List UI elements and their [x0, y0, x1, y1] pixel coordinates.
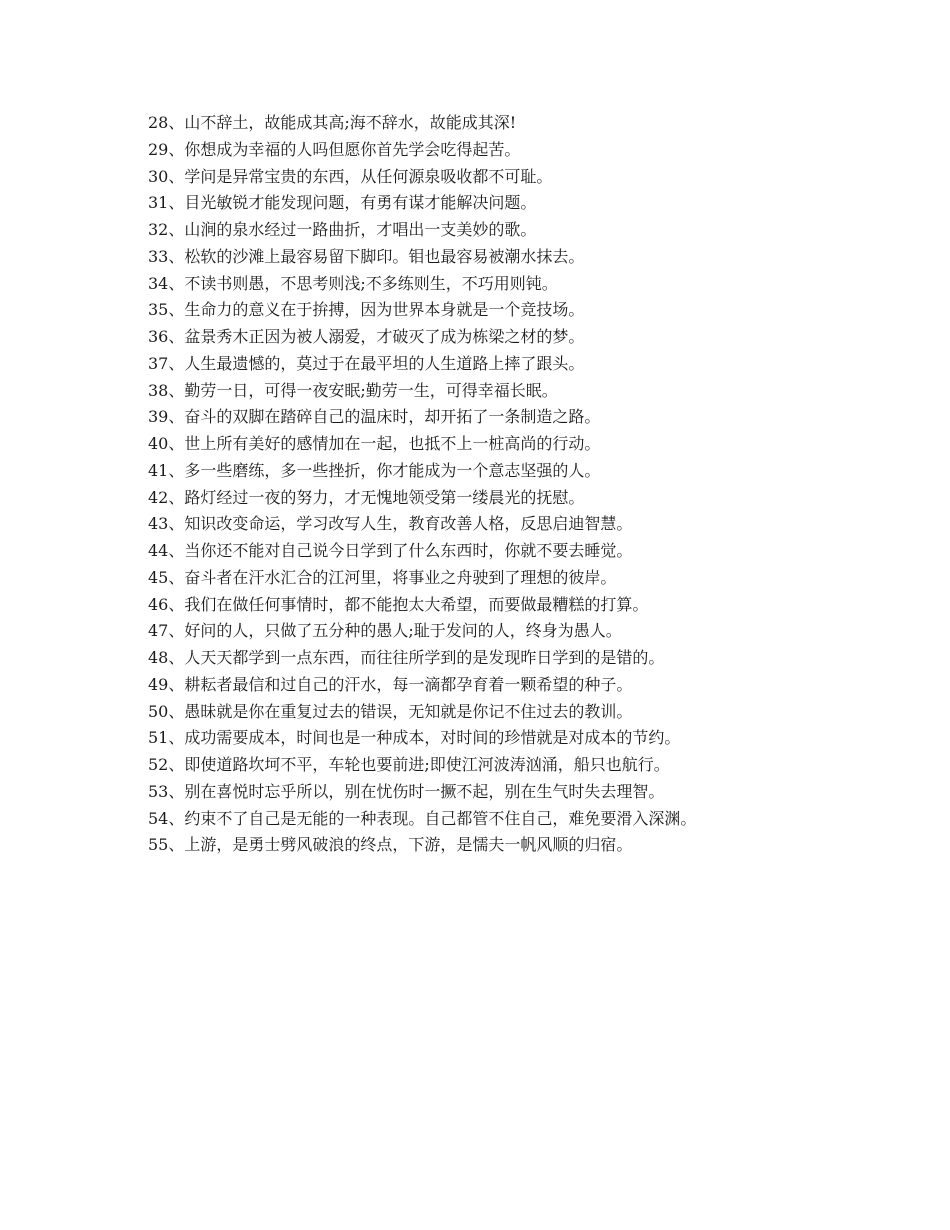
quote-line: 28、山不辞土，故能成其高;海不辞水，故能成其深! [148, 113, 517, 132]
quote-line: 54、约束不了自己是无能的一种表现。自己都管不住自己，难免要滑入深渊。 [148, 808, 697, 828]
quote-line: 33、松软的沙滩上最容易留下脚印。钼也最容易被潮水抹去。 [148, 246, 585, 266]
quote-line: 36、盆景秀木正因为被人溺爱，才破灭了成为栋梁之材的梦。 [148, 327, 585, 346]
quote-line: 30、学问是异常宝贵的东西，从任何源泉吸收都不可耻。 [148, 166, 553, 186]
quote-line: 42、路灯经过一夜的努力，才无愧地领受第一缕晨光的抚慰。 [148, 487, 585, 507]
quote-line: 47、好问的人，只做了五分种的愚人;耻于发问的人，终身为愚人。 [148, 621, 622, 641]
quote-line: 50、愚昧就是你在重复过去的错误，无知就是你记不住过去的教训。 [148, 701, 633, 721]
quote-line: 40、世上所有美好的感情加在一起，也抵不上一桩高尚的行动。 [148, 434, 601, 453]
quote-line: 51、成功需要成本，时间也是一种成本，对时间的珍惜就是对成本的节约。 [148, 728, 681, 748]
quote-line: 52、即使道路坎坷不平，车轮也要前进;即使江河波涛汹涌，船只也航行。 [148, 755, 670, 774]
quote-line: 34、不读书则愚，不思考则浅;不多练则生，不巧用则钝。 [148, 273, 558, 293]
quote-line: 49、耕耘者最信和过自己的汗水，每一滴都孕育着一颗希望的种子。 [148, 674, 633, 694]
quote-list [148, 110, 908, 859]
quote-line: 29、你想成为幸福的人吗但愿你首先学会吃得起苦。 [148, 139, 521, 159]
quote-line: 53、别在喜悦时忘乎所以，别在忧伤时一撅不起，别在生气时失去理智。 [148, 781, 665, 801]
quote-line: 48、人天天都学到一点东西，而往往所学到的是发现昨日学到的是错的。 [148, 648, 665, 667]
quote-line: 32、山涧的泉水经过一路曲折，才唱出一支美妙的歌。 [148, 220, 537, 239]
quote-line: 55、上游，是勇士劈风破浪的终点，下游，是懦夫一帆风顺的归宿。 [148, 835, 633, 855]
quote-line: 37、人生最遗憾的，莫过于在最平坦的人生道路上摔了跟头。 [148, 353, 585, 373]
quote-line: 38、勤劳一日，可得一夜安眠;勤劳一生，可得幸福长眠。 [148, 380, 558, 400]
quote-line: 35、生命力的意义在于拚搏，因为世界本身就是一个竞技场。 [148, 300, 585, 320]
quote-line: 44、当你还不能对自己说今日学到了什么东西时，你就不要去睡觉。 [148, 541, 633, 560]
quote-line: 46、我们在做任何事情时，都不能抱太大希望，而要做最糟糕的打算。 [148, 594, 649, 614]
quote-line: 41、多一些磨练，多一些挫折，你才能成为一个意志坚强的人。 [148, 460, 601, 480]
quote-line: 39、奋斗的双脚在踏碎自己的温床时，却开拓了一条制造之路。 [148, 407, 601, 427]
quote-line: 43、知识改变命运，学习改写人生，教育改善人格，反思启迪智慧。 [148, 514, 633, 534]
quote-line: 31、目光敏锐才能发现问题，有勇有谋才能解决问题。 [148, 193, 537, 213]
quote-line: 45、奋斗者在汗水汇合的江河里，将事业之舟驶到了理想的彼岸。 [148, 567, 617, 587]
